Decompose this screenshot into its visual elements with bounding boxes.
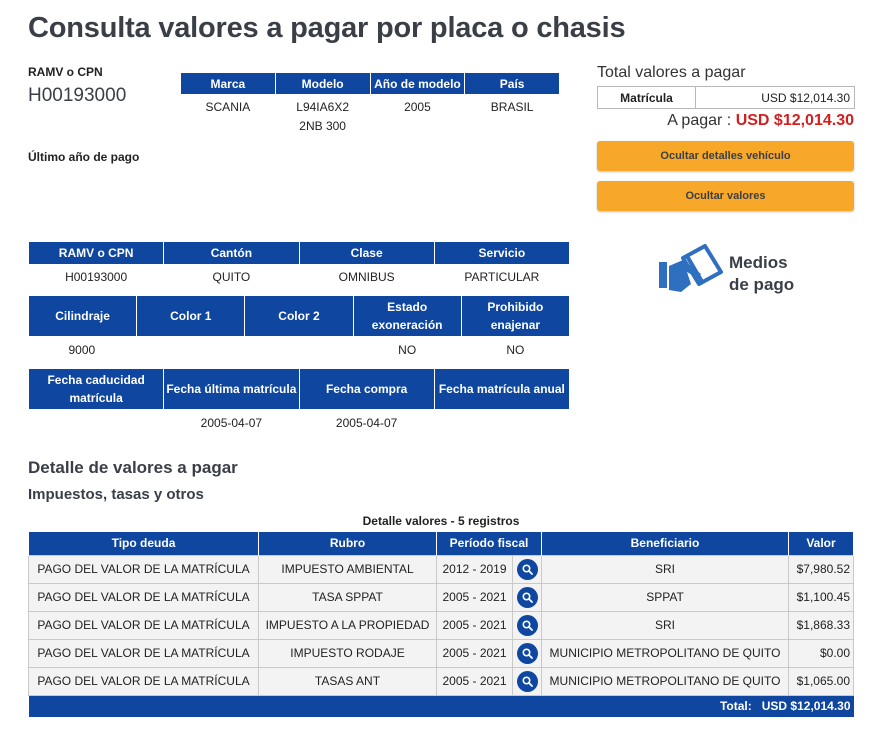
cell-cilindraje: 9000: [68, 343, 96, 357]
cell-periodo-fiscal: 2005 - 2021: [437, 639, 513, 667]
total-cell: [29, 695, 854, 717]
cell-ramv: H00193000: [65, 270, 128, 284]
ramv-value: H00193000: [28, 85, 127, 106]
detalle-valores-heading: Detalle de valores a pagar: [28, 458, 238, 477]
cell-valor: $0.00: [789, 639, 854, 667]
col-header-valor: Valor: [789, 532, 854, 555]
cell-tipo-deuda: PAGO DEL VALOR DE LA MATRÍCULA: [29, 667, 259, 695]
ocultar-valores-button[interactable]: Ocultar valores: [597, 181, 854, 211]
search-icon[interactable]: [517, 671, 538, 692]
matricula-value: USD $12,014.30: [696, 87, 855, 109]
a-pagar-amount: USD $12,014.30: [735, 112, 854, 129]
table-row: [29, 410, 570, 433]
cell-tipo-deuda: PAGO DEL VALOR DE LA MATRÍCULA: [29, 639, 259, 667]
cell-pais: BRASIL: [490, 100, 534, 114]
cell-rubro: TASA SPPAT: [259, 583, 437, 611]
vehicle-detail-table-1: [28, 241, 570, 287]
col-header-ramv: RAMV o CPN: [29, 242, 164, 265]
total-row: [29, 695, 854, 717]
cell-periodo-fiscal: 2012 - 2019: [437, 555, 513, 583]
cell-modelo: L94IA6X2 2NB 300: [296, 100, 349, 133]
table-row: [29, 265, 570, 287]
ramv-label: RAMV o CPN: [28, 65, 103, 79]
table-row: [29, 639, 854, 667]
cell-beneficiario: MUNICIPIO METROPOLITANO DE QUITO: [542, 667, 789, 695]
table-caption: Detalle valores - 5 registros: [362, 514, 520, 528]
cell-servicio: PARTICULAR: [464, 270, 540, 284]
a-pagar-label: A pagar :: [667, 112, 732, 129]
cell-clase: OMNIBUS: [338, 270, 395, 284]
vehicle-detail-table-2: [28, 295, 570, 360]
cell-periodo-fiscal: 2005 - 2021: [437, 611, 513, 639]
col-header-canton: Cantón: [164, 242, 299, 265]
col-header-color1: Color 1: [137, 296, 245, 337]
medios-de-pago-link[interactable]: [657, 244, 794, 303]
cell-beneficiario: SRI: [542, 611, 789, 639]
total-label: Total:: [719, 699, 752, 714]
lupa-cell: [513, 611, 542, 639]
cell-tipo-deuda: PAGO DEL VALOR DE LA MATRÍCULA: [29, 555, 259, 583]
cell-periodo-fiscal: 2005 - 2021: [437, 583, 513, 611]
vehicle-summary-table: [180, 72, 560, 135]
ultimo-anio-pago-label: Último año de pago: [28, 150, 140, 164]
page-title: Consulta valores a pagar por placa o chasis: [28, 12, 626, 44]
cell-fecha-caducidad: [29, 410, 164, 433]
col-header-anio-modelo: Año de modelo: [370, 73, 465, 95]
search-icon[interactable]: [517, 615, 538, 636]
table-row: [29, 667, 854, 695]
lupa-cell: [513, 555, 542, 583]
cell-valor: $1,868.33: [789, 611, 854, 639]
total-value: USD $12,014.30: [761, 699, 851, 714]
cell-beneficiario: SPPAT: [542, 583, 789, 611]
col-header-fecha-ultima-matricula: Fecha última matrícula: [164, 369, 299, 410]
table-row: [181, 95, 560, 136]
cell-prohibido-enajenar: NO: [506, 343, 525, 357]
cell-valor: $1,100.45: [789, 583, 854, 611]
col-header-cilindraje: Cilindraje: [29, 296, 137, 337]
cell-fecha-matricula-anual: [434, 410, 569, 433]
cell-rubro: IMPUESTO A LA PROPIEDAD: [259, 611, 437, 639]
search-icon[interactable]: [517, 559, 538, 580]
col-header-fecha-compra: Fecha compra: [299, 369, 434, 410]
col-header-tipo-deuda: Tipo deuda: [29, 532, 259, 555]
medios-line2: de pago: [729, 274, 795, 294]
cell-anio-modelo: 2005: [404, 100, 431, 114]
col-header-prohibido-enajenar: Prohibido enajenar: [461, 296, 569, 337]
cell-estado-exoneracion: NO: [398, 343, 417, 357]
table-row: [29, 611, 854, 639]
col-header-rubro: Rubro: [259, 532, 437, 555]
search-icon[interactable]: [517, 587, 538, 608]
table-row: [29, 337, 570, 360]
cell-valor: $1,065.00: [789, 667, 854, 695]
ocultar-detalles-vehiculo-button[interactable]: Ocultar detalles vehículo: [597, 141, 854, 171]
impuestos-subheading: Impuestos, tasas y otros: [28, 486, 204, 503]
medios-de-pago-label: [729, 252, 794, 295]
col-header-clase: Clase: [299, 242, 434, 265]
search-icon[interactable]: [517, 643, 538, 664]
col-header-estado-exoneracion: Estado exoneración: [353, 296, 461, 337]
col-header-fecha-matricula-anual: Fecha matrícula anual: [434, 369, 569, 410]
cell-canton: QUITO: [212, 270, 251, 284]
cell-tipo-deuda: PAGO DEL VALOR DE LA MATRÍCULA: [29, 583, 259, 611]
table-row: [598, 87, 855, 109]
cell-color1: [137, 337, 245, 360]
cell-beneficiario: MUNICIPIO METROPOLITANO DE QUITO: [542, 639, 789, 667]
col-header-servicio: Servicio: [434, 242, 569, 265]
cell-tipo-deuda: PAGO DEL VALOR DE LA MATRÍCULA: [29, 611, 259, 639]
cell-fecha-compra: 2005-04-07: [335, 416, 398, 430]
col-header-pais: País: [465, 73, 560, 95]
table-row: [29, 555, 854, 583]
lupa-cell: [513, 667, 542, 695]
a-pagar-line: [667, 112, 854, 130]
cell-rubro: IMPUESTO RODAJE: [259, 639, 437, 667]
col-header-marca: Marca: [181, 73, 276, 95]
cell-valor: $7,980.52: [789, 555, 854, 583]
col-header-modelo: Modelo: [275, 73, 370, 95]
total-valores-table: [597, 86, 855, 109]
medios-line1: Medios: [729, 253, 788, 273]
hand-card-icon: [657, 244, 723, 303]
table-row: [29, 583, 854, 611]
total-valores-title: Total valores a pagar: [597, 64, 746, 81]
cell-beneficiario: SRI: [542, 555, 789, 583]
cell-rubro: TASAS ANT: [259, 667, 437, 695]
cell-fecha-ultima-matricula: 2005-04-07: [200, 416, 263, 430]
col-header-periodo-fiscal: Período fiscal: [437, 532, 542, 555]
col-header-fecha-caducidad: Fecha caducidad matrícula: [29, 369, 164, 410]
valores-table-body: [29, 555, 854, 695]
matricula-label: Matrícula: [598, 87, 696, 109]
cell-rubro: IMPUESTO AMBIENTAL: [259, 555, 437, 583]
col-header-color2: Color 2: [245, 296, 353, 337]
col-header-beneficiario: Beneficiario: [542, 532, 789, 555]
cell-periodo-fiscal: 2005 - 2021: [437, 667, 513, 695]
cell-color2: [245, 337, 353, 360]
cell-marca: SCANIA: [205, 100, 251, 114]
lupa-cell: [513, 639, 542, 667]
vehicle-detail-table-3: [28, 368, 570, 433]
valores-table: [28, 532, 854, 717]
lupa-cell: [513, 583, 542, 611]
